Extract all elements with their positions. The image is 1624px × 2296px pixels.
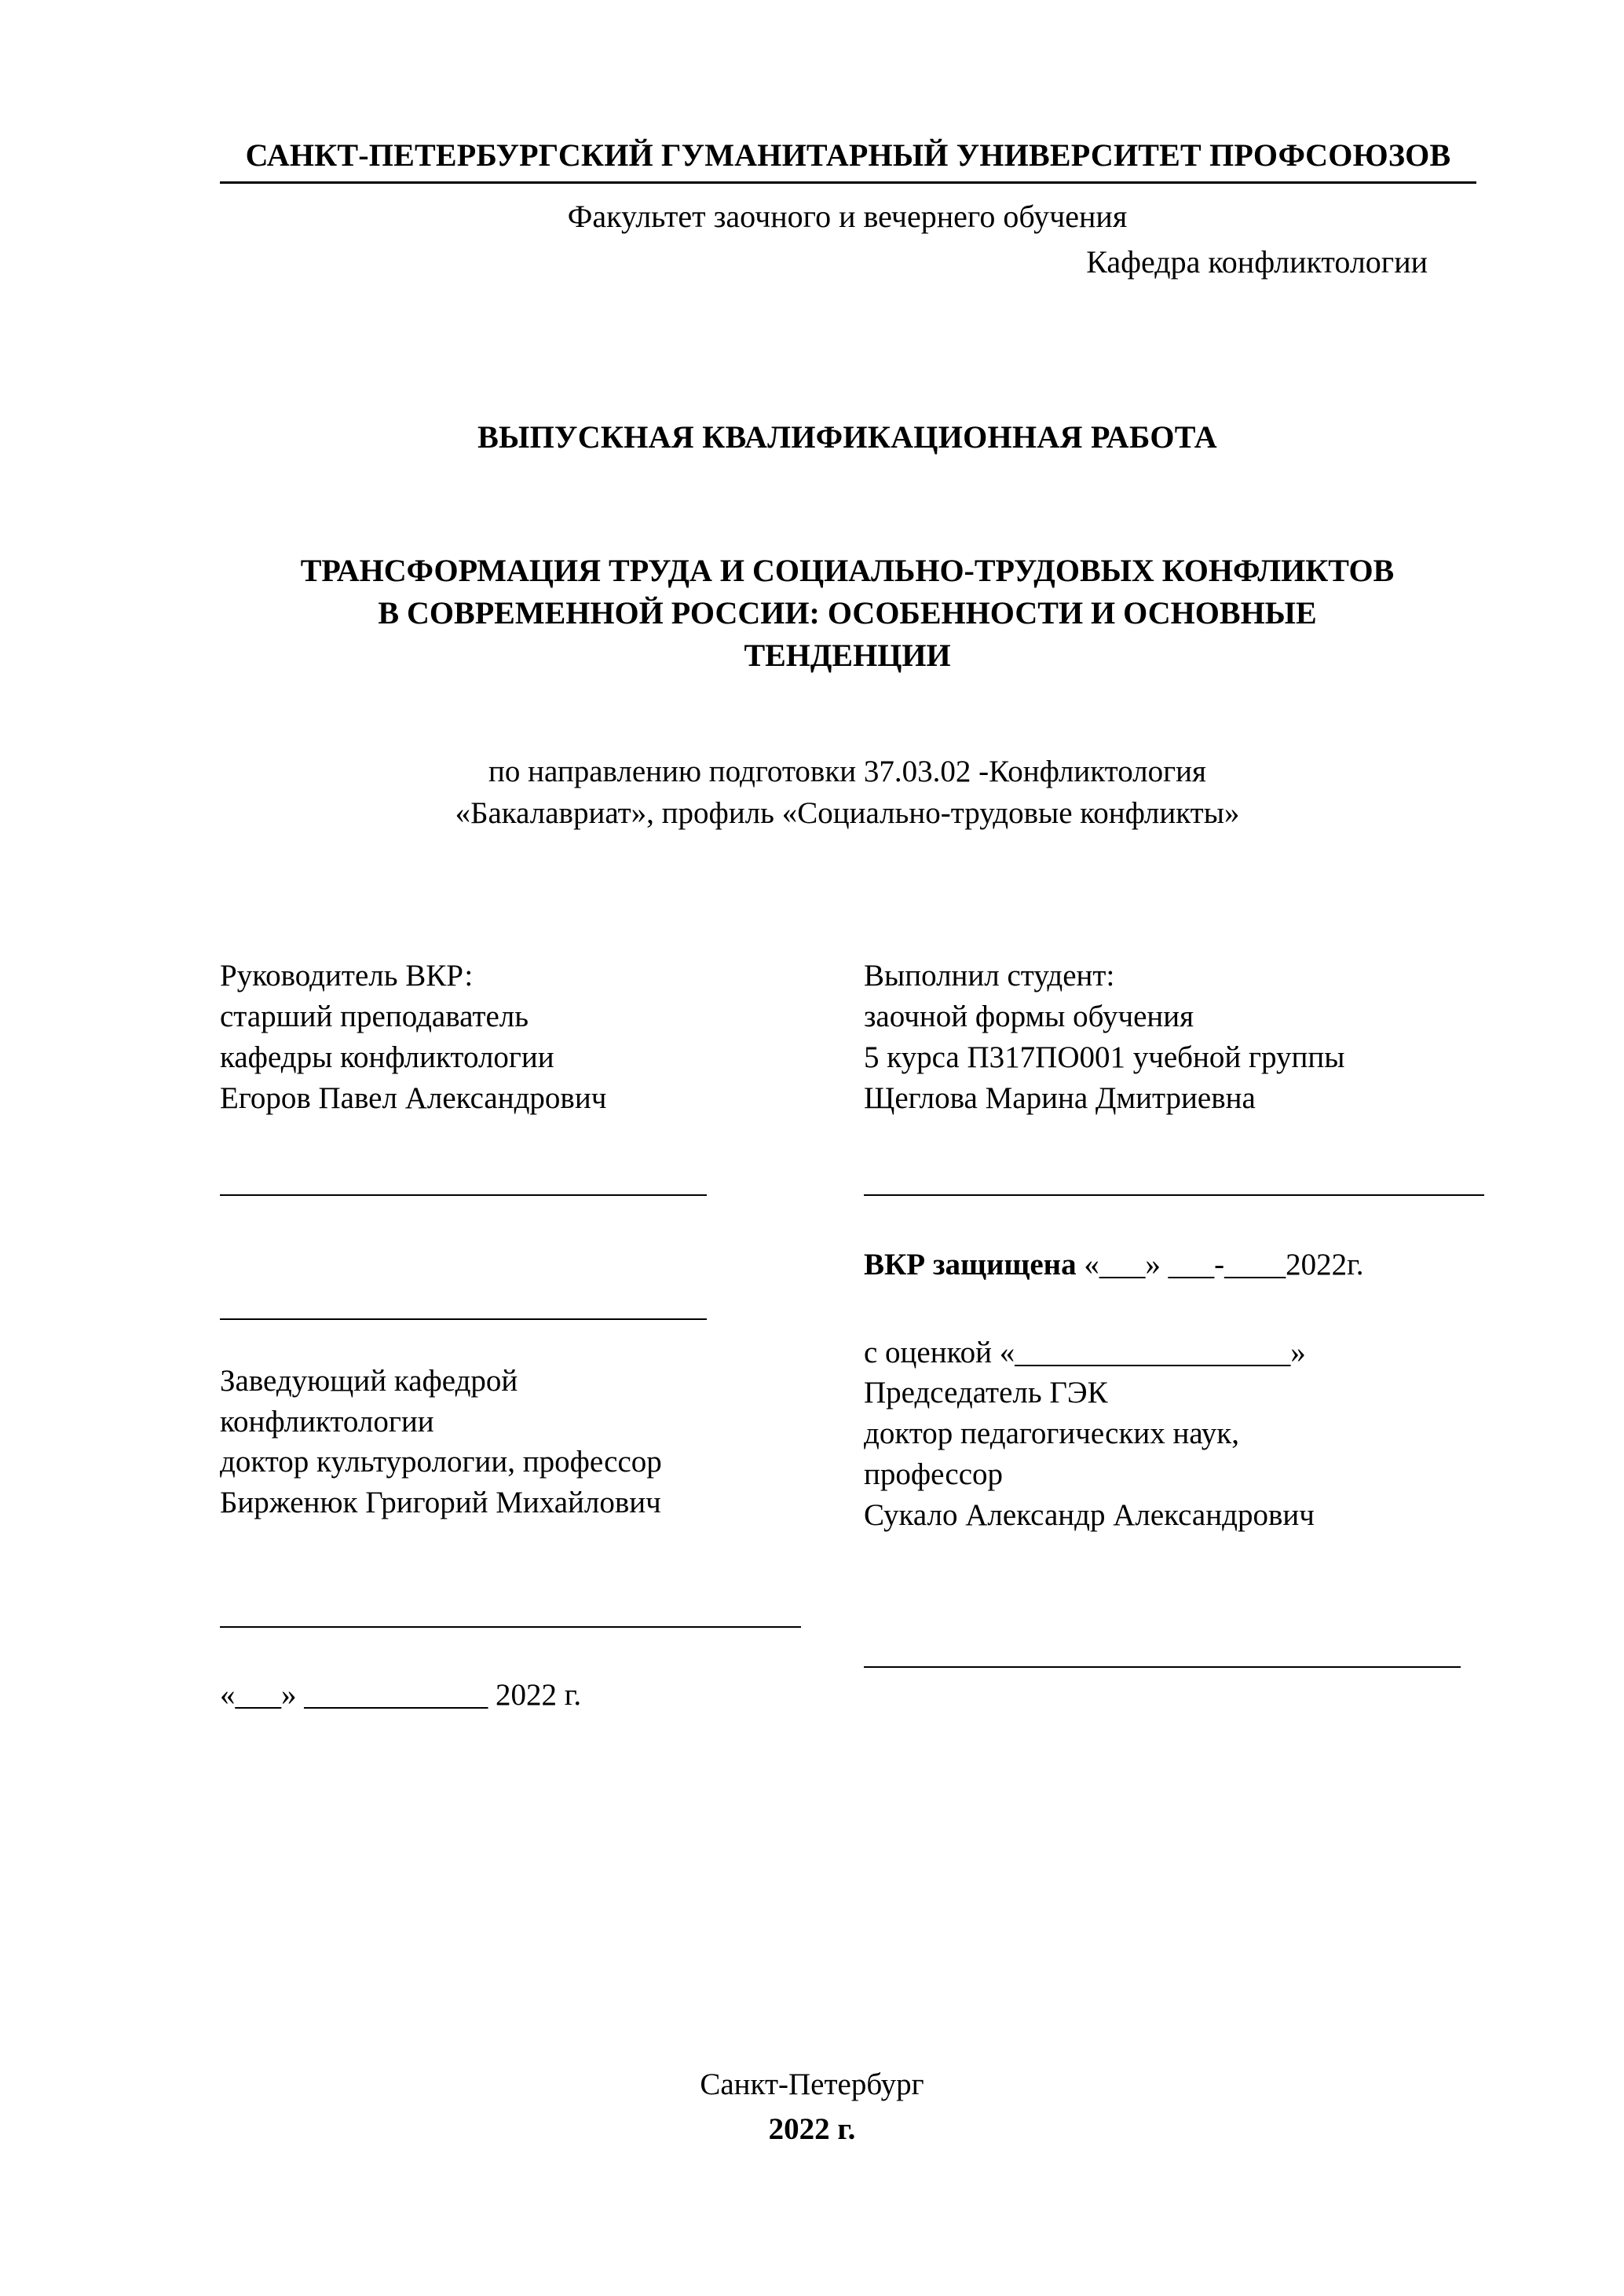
student-block <box>864 956 1484 1118</box>
head-of-department-block <box>220 1361 848 1523</box>
work-type: ВЫПУСКНАЯ КВАЛИФИКАЦИОННАЯ РАБОТА <box>477 419 1217 455</box>
direction-block <box>220 751 1475 834</box>
faculty-name: Факультет заочного и вечернего обучения <box>567 199 1128 234</box>
direction-line-1: по направлению подготовки 37.03.02 -Конфликтология <box>488 755 1206 788</box>
supervisor-line-3: кафедры конфликтологии <box>220 1040 554 1074</box>
university-name: САНКТ-ПЕТЕРБУРГСКИЙ ГУМАНИТАРНЫЙ УНИВЕРСИТЕТ ПРОФСОЮЗОВ <box>220 137 1476 184</box>
city-name: Санкт-Петербург <box>700 2067 924 2101</box>
date-line: «___» ____________ 2022 г. <box>220 1678 582 1713</box>
year: 2022 г. <box>768 2112 856 2146</box>
signature-column-left <box>220 956 848 1716</box>
head-line-4: Бирженюк Григорий Михайлович <box>220 1486 661 1520</box>
student-line-3: 5 курса П317ПО001 учебной группы <box>864 1040 1345 1074</box>
student-signature-rule <box>864 1194 1484 1196</box>
signature-area <box>220 956 1475 1716</box>
mark-line: с оценкой «__________________» <box>864 1335 1306 1369</box>
supervisor-block <box>220 956 848 1118</box>
student-line-1: Выполнил студент: <box>864 959 1115 993</box>
direction-line-2: «Бакалавриат», профиль «Социально-трудовые конфликты» <box>455 795 1240 830</box>
head-line-1: Заведующий кафедрой <box>220 1363 518 1398</box>
supervisor-signature-rule <box>220 1194 707 1196</box>
head-line-2: конфликтологии <box>220 1404 434 1439</box>
chair-degree-line-2: профессор <box>864 1457 1004 1492</box>
student-line-4: Щеглова Марина Дмитриевна <box>864 1080 1256 1115</box>
supervisor-line-2: старший преподаватель <box>220 1000 529 1034</box>
supervisor-line-4: Егоров Павел Александрович <box>220 1080 607 1115</box>
page-footer <box>0 2067 1624 2147</box>
date-rule <box>220 1625 801 1628</box>
chair-degree-line-1: доктор педагогических наук, <box>864 1417 1239 1451</box>
defense-label: ВКР защищена <box>864 1247 1077 1281</box>
chair-signature-rule <box>864 1665 1461 1668</box>
head-line-3: доктор культурологии, профессор <box>220 1445 662 1479</box>
page-title: ТРАНСФОРМАЦИЯ ТРУДА И СОЦИАЛЬНО-ТРУДОВЫХ КОНФЛИКТОВ В СОВРЕМЕННОЙ РОССИИ: ОСОБЕННОСТИ И ОСНОВНЫЕ ТЕНДЕНЦИИ <box>300 553 1395 673</box>
department-name: Кафедра конфликтологии <box>1086 244 1428 280</box>
head-of-department-signature-rule <box>220 1318 707 1320</box>
defense-status-line <box>864 1245 1484 1285</box>
student-line-2: заочной формы обучения <box>864 1000 1194 1034</box>
signature-column-right <box>848 956 1484 1716</box>
defense-date-blank: «___» ___-____2022г. <box>1084 1247 1364 1281</box>
commission-block <box>864 1333 1484 1536</box>
chair-title: Председатель ГЭК <box>864 1376 1108 1410</box>
supervisor-line-1: Руководитель ВКР: <box>220 959 474 993</box>
chair-name: Сукало Александр Александрович <box>864 1498 1315 1533</box>
